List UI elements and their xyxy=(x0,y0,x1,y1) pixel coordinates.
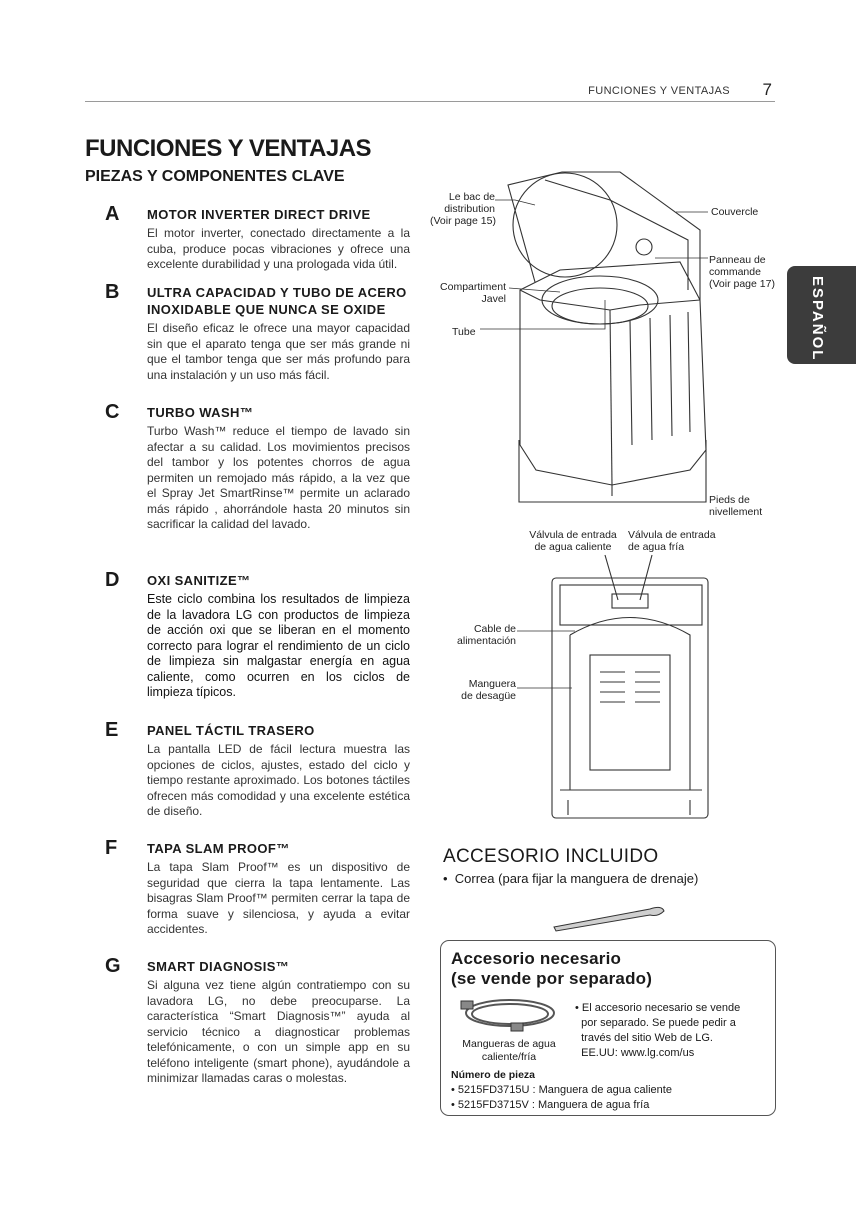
label-valve-hot: Válvula de entrada de agua caliente xyxy=(529,529,617,553)
accessory-title: ACCESORIO INCLUIDO xyxy=(443,846,659,867)
rear-hose-loop xyxy=(570,618,690,791)
feature-description: La pantalla LED de fácil lectura muestra las opciones de ciclos, ajustes, estado del ciclo y tiempo restante aproximado. Los botones táctiles ofrecen más comodidad y una excelente estética de diseño. xyxy=(147,742,410,818)
label-valve-cold: Válvula de entrada de agua fría xyxy=(628,529,716,553)
feature-title: OXI SANITIZE™ xyxy=(147,573,251,588)
washer-dial xyxy=(636,239,652,255)
page-number: 7 xyxy=(762,80,772,99)
feature-letter: G xyxy=(105,955,121,977)
feature-title: PANEL TÁCTIL TRASERO xyxy=(147,723,315,738)
hose-caption: Mangueras de agua caliente/fría xyxy=(462,1038,556,1063)
feature-title: SMART DIAGNOSIS™ xyxy=(147,959,290,974)
feature-description: El motor inverter, conectado directamente a la cuba, produce pocas vibraciones y ofrece una excelente durabilidad y una prologada vida útil. xyxy=(147,226,410,271)
detail-magnifier xyxy=(513,173,617,277)
leader-bac xyxy=(495,200,535,205)
feature-letter: E xyxy=(105,719,119,741)
label-tube: Tube xyxy=(452,326,476,338)
strap-illustration xyxy=(550,897,670,937)
leader-javel xyxy=(509,288,560,292)
required-note: • El accesorio necesario se vende por separado. Se puede pedir a través del sitio Web de LG. EE.UU: www.lg.com/us xyxy=(575,1002,741,1059)
label-panneau: Panneau de commande (Voir page 17) xyxy=(709,254,775,290)
rear-vents xyxy=(600,672,660,702)
accessory-item: • Correa (para fijar la manguera de drenaje) xyxy=(443,871,699,886)
rear-washer-outline xyxy=(552,578,708,818)
feature-letter: F xyxy=(105,837,118,859)
feature-title: TAPA SLAM PROOF™ xyxy=(147,841,290,856)
rear-top-panel xyxy=(560,585,702,625)
rear-base xyxy=(560,790,702,815)
feature-letter: D xyxy=(105,569,120,591)
washer-side-ribs xyxy=(630,312,690,445)
language-tab-label: ESPAÑOL xyxy=(809,276,826,362)
required-accessory-box xyxy=(440,940,776,1116)
hose-illustration xyxy=(455,993,565,1035)
required-title: Accesorio necesario (se vende por separado) xyxy=(451,949,653,988)
part-number-label: Número de pieza xyxy=(451,1069,536,1081)
feature-description: Este ciclo combina los resultados de limpieza de la lavadora LG con productos de limpieza de acción oxi que se liberan en el momento correcto para lograr el rendimiento de un ciclo de limpieza sin malgastar energía en agua caliente, como ocurren en los ciclos de limpieza típicos. xyxy=(147,592,410,699)
feature-description: Turbo Wash™ reduce el tiempo de lavado sin afectar a su calidad. Los movimientos precisos del tambor y los potentes chorros de agua permiten un remojado más rápido, a la vez que el Spray Jet SmartRinse™ permite un aclarado más rápido , ahorrándole hasta 20 minutos sin sacrificar la calidad del lavado. xyxy=(147,424,410,531)
washer-corner-edge xyxy=(610,310,612,485)
feature-title: MOTOR INVERTER DIRECT DRIVE xyxy=(147,207,371,222)
feature-title: ULTRA CAPACIDAD Y TUBO DE ACERO INOXIDABLE QUE NUNCA SE OXIDE xyxy=(147,285,407,317)
label-manguera: Manguera de desagüe xyxy=(461,678,516,702)
section-subtitle: PIEZAS Y COMPONENTES CLAVE xyxy=(85,168,345,185)
washer-body-outline xyxy=(520,262,706,485)
running-header: FUNCIONES Y VENTAJAS xyxy=(588,85,730,97)
accessory-item-text: Correa (para fijar la manguera de drenaje) xyxy=(454,871,699,886)
label-javel: Compartiment Javel xyxy=(440,281,506,305)
part-hot: • 5215FD3715U : Manguera de agua caliente xyxy=(451,1084,672,1096)
feature-letter: B xyxy=(105,281,120,303)
label-couvercle: Couvercle xyxy=(711,206,759,218)
feature-description: Si alguna vez tiene algún contratiempo con su lavadora LG, no debe preocuparse. La característica “Smart Diagnosis™” ayuda al servicio técnico a diagnosticar problemas telefónicamente, o con un simple app en su teléfono inteligente (smart phone), ayudándole a minimizar llamadas caras o molestas. xyxy=(147,978,410,1085)
washer-drum-opening xyxy=(542,276,658,324)
label-bac: Le bac de distribution (Voir page 15) xyxy=(430,191,496,227)
feature-letter: C xyxy=(105,401,120,423)
page-title: FUNCIONES Y VENTAJAS xyxy=(85,135,372,162)
feature-letter: A xyxy=(105,203,120,225)
part-cold: • 5215FD3715V : Manguera de agua fría xyxy=(451,1099,650,1111)
feature-title: TURBO WASH™ xyxy=(147,405,254,420)
washer-top-edge xyxy=(520,290,700,310)
feature-description: El diseño eficaz le ofrece una mayor capacidad sin que el aparato tenga que ser más grande ni que el tambor tenga que ser más profundo para una instalación y un uso más fácil. xyxy=(147,321,410,382)
feature-description: La tapa Slam Proof™ es un dispositivo de seguridad que cierra la tapa lentamente. Las bisagras Slam Proof™ permiten cerrar la tapa de forma suave y silenciosa, y ayuda a evitar accidentes. xyxy=(147,860,410,936)
label-cable: Cable de alimentación xyxy=(457,623,516,647)
label-pieds: Pieds de nivellement xyxy=(709,494,763,518)
